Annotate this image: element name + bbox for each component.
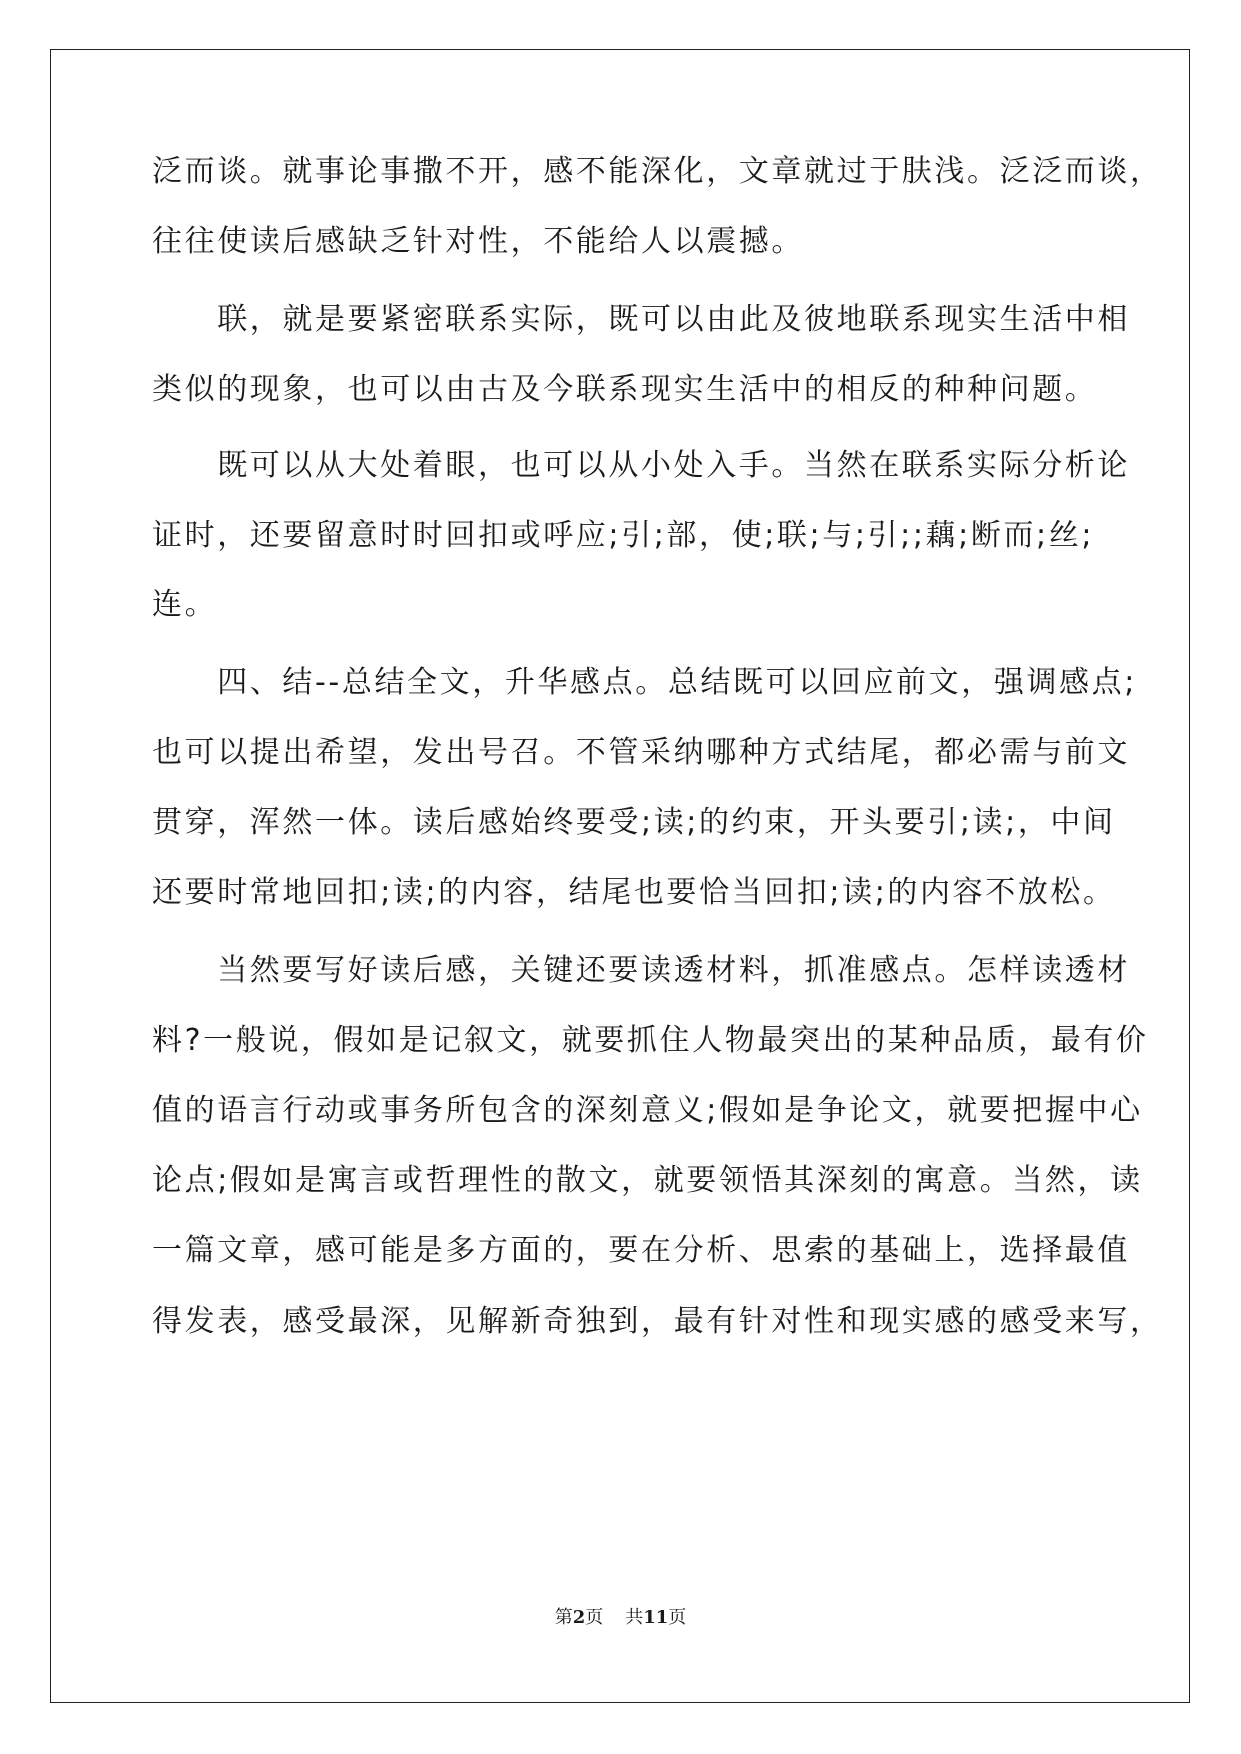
page-prefix: 第 <box>554 1607 573 1628</box>
text-line: 论点;假如是寓言或哲理性的散文，就要领悟其深刻的寓意。当然，读 <box>152 1163 1143 1198</box>
text-line: 贯穿，浑然一体。读后感始终要受;读;的约束，开头要引;读;，中间 <box>152 805 1116 840</box>
page-suffix: 页 <box>585 1607 604 1628</box>
text-line: 料?一般说，假如是记叙文，就要抓住人物最突出的某种品质，最有价 <box>152 1023 1149 1058</box>
text-line: 也可以提出希望，发出号召。不管采纳哪种方式结尾，都必需与前文 <box>152 735 1130 770</box>
total-pages: 11 <box>643 1607 669 1628</box>
text-line: 往往使读后感缺乏针对性，不能给人以震撼。 <box>152 224 804 259</box>
text-line: 泛而谈。就事论事撒不开，感不能深化，文章就过于肤浅。泛泛而谈， <box>152 154 1163 189</box>
text-line: 联，就是要紧密联系实际，既可以由此及彼地联系现实生活中相 <box>152 302 1130 337</box>
text-line: 类似的现象，也可以由古及今联系现实生活中的相反的种种问题。 <box>152 372 1098 407</box>
text-line: 连。 <box>152 587 218 622</box>
text-line: 证时，还要留意时时回扣或呼应;引;部，使;联;与;引;;藕;断而;丝; <box>152 518 1095 553</box>
page-number: 2 <box>572 1607 586 1628</box>
total-suffix: 页 <box>668 1607 687 1628</box>
text-line: 得发表，感受最深，见解新奇独到，最有针对性和现实感的感受来写， <box>152 1304 1163 1339</box>
text-line: 四、结--总结全文，升华感点。总结既可以回应前文，强调感点; <box>152 665 1137 700</box>
total-prefix: 共 <box>625 1607 644 1628</box>
text-line: 既可以从大处着眼，也可以从小处入手。当然在联系实际分析论 <box>152 448 1130 483</box>
text-line: 一篇文章，感可能是多方面的，要在分析、思索的基础上，选择最值 <box>152 1233 1130 1268</box>
page-footer <box>0 1606 1241 1630</box>
text-line: 当然要写好读后感，关键还要读透材料，抓准感点。怎样读透材 <box>152 953 1130 988</box>
text-line: 值的语言行动或事务所包含的深刻意义;假如是争论文，就要把握中心 <box>152 1093 1143 1128</box>
text-line: 还要时常地回扣;读;的内容，结尾也要恰当回扣;读;的内容不放松。 <box>152 875 1116 910</box>
